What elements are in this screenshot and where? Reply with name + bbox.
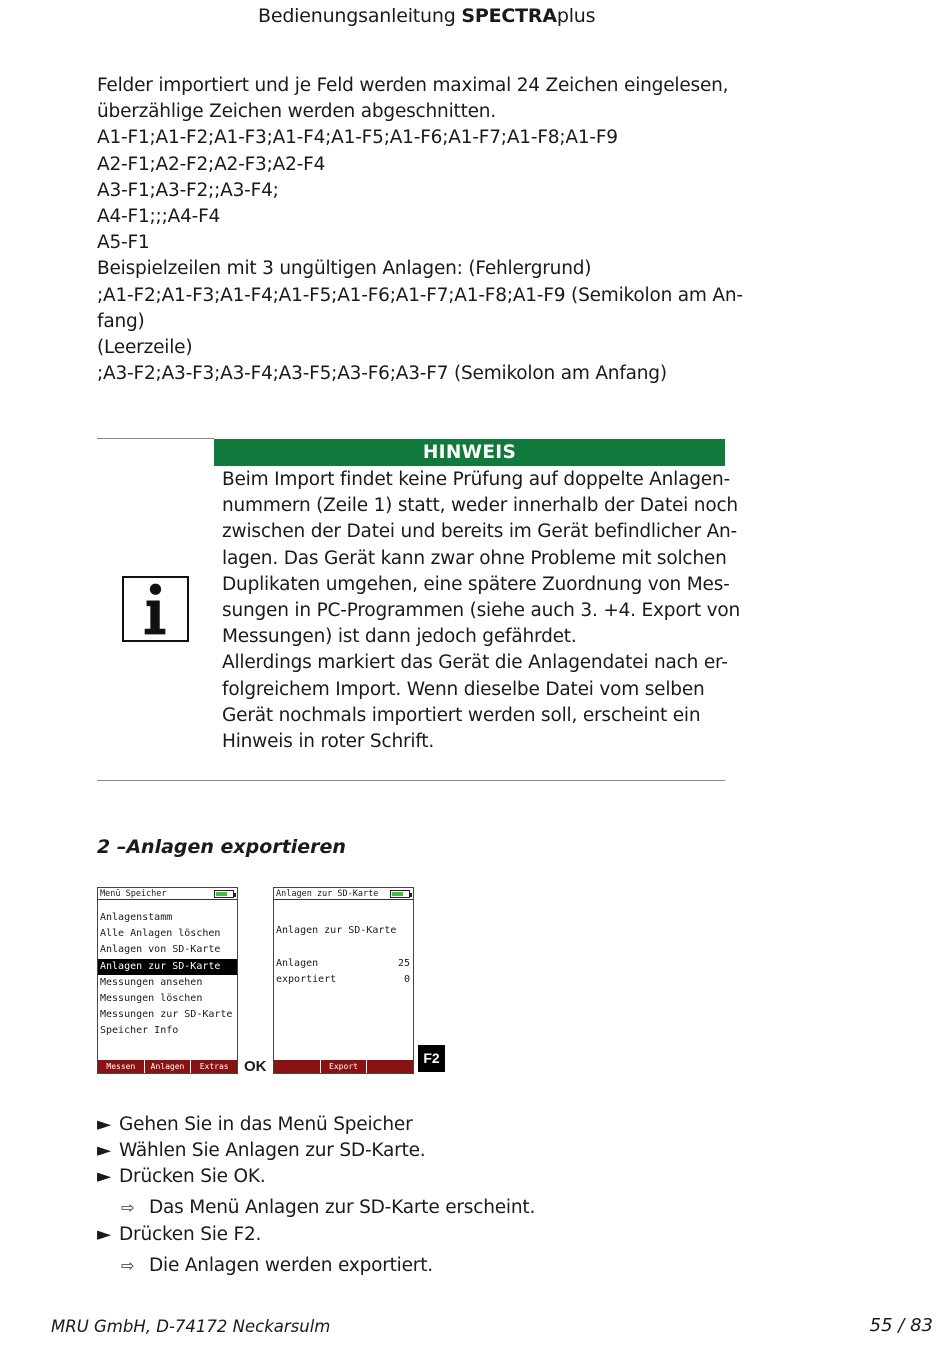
header-prefix: Bedienungsanleitung xyxy=(258,5,462,27)
screen-title: Anlagen zur SD-Karte xyxy=(276,889,379,899)
menu-item[interactable]: Alle Anlagen löschen xyxy=(100,928,221,940)
menu-list xyxy=(98,910,237,1040)
note-bottom-rule xyxy=(97,780,725,781)
exported-row xyxy=(276,974,410,985)
menu-item[interactable]: Speicher Info xyxy=(100,1025,179,1037)
softkey-bar xyxy=(274,1060,413,1084)
screen-title: Menü Speicher xyxy=(100,889,167,899)
exported-value: 0 xyxy=(403,974,410,985)
note-line: lagen. Das Gerät kann zwar ohne Probleme mit solchen xyxy=(222,547,727,569)
menu-item[interactable]: Messungen löschen xyxy=(100,992,203,1004)
exported-label: exportiert xyxy=(276,974,337,985)
result-item xyxy=(121,1255,433,1276)
result-item xyxy=(121,1197,535,1218)
page-number: 55 / 83 xyxy=(869,1315,933,1336)
step-arrow-icon: ► xyxy=(97,1166,112,1187)
count-label: Anlagen xyxy=(276,958,319,969)
note-line: Allerdings markiert das Gerät die Anlagendatei nach er- xyxy=(222,652,728,674)
count-row xyxy=(276,958,410,969)
result-text: Die Anlagen werden exportiert. xyxy=(149,1255,433,1276)
note-line: Gerät nochmals importiert werden soll, erscheint ein xyxy=(222,704,701,726)
softkey-f2[interactable]: Export CSV xyxy=(321,1060,368,1073)
note-line: folgreichem Import. Wenn dieselbe Datei vom selben xyxy=(222,678,705,700)
body-text xyxy=(97,73,743,387)
result-text: Das Menü Anlagen zur SD-Karte erscheint. xyxy=(149,1197,536,1218)
section-title: 2 –Anlagen exportieren xyxy=(97,836,346,858)
note-line: sungen in PC-Programmen (siehe auch 3. +4. Export von xyxy=(222,600,740,622)
body-line: überzählige Zeichen werden abgeschnitten. xyxy=(97,101,497,123)
step-text: Gehen Sie in das Menü Speicher xyxy=(119,1114,413,1135)
battery-icon xyxy=(214,890,234,898)
battery-icon xyxy=(390,890,410,898)
note-text xyxy=(222,467,740,755)
info-icon xyxy=(122,576,189,642)
softkey-f1[interactable]: Messen xyxy=(98,1060,145,1073)
note-line: Hinweis in roter Schrift. xyxy=(222,731,435,753)
f2-key-label: F2 xyxy=(418,1045,445,1072)
softkey-bar xyxy=(98,1060,237,1073)
body-line: A3-F1;A3-F2;;A3-F4; xyxy=(97,179,279,201)
header-brand-suffix: plus xyxy=(556,5,596,27)
header-brand: SPECTRA xyxy=(461,5,557,27)
step-item xyxy=(97,1166,266,1187)
result-arrow-icon: ⇨ xyxy=(121,1198,135,1217)
softkey-f3[interactable] xyxy=(367,1060,413,1073)
body-line: A4-F1;;;A4-F4 xyxy=(97,206,221,228)
menu-item[interactable]: Anlagenstamm xyxy=(100,912,173,923)
body-line: A5-F1 xyxy=(97,232,150,254)
ok-key-label: OK xyxy=(244,1058,267,1075)
note-line: Messungen) ist dann jedoch gefährdet. xyxy=(222,626,577,648)
body-line: ;A3-F2;A3-F3;A3-F4;A3-F5;A3-F6;A3-F7 (Semikolon am Anfang) xyxy=(97,363,667,385)
body-line: ;A1-F2;A1-F3;A1-F4;A1-F5;A1-F6;A1-F7;A1-F8;A1-F9 (Semikolon am An- xyxy=(97,284,743,306)
screen-heading: Anlagen zur SD-Karte xyxy=(276,925,397,936)
step-arrow-icon: ► xyxy=(97,1140,112,1161)
step-arrow-icon: ► xyxy=(97,1114,112,1135)
step-text: Drücken Sie OK. xyxy=(119,1166,266,1187)
note-line: Beim Import findet keine Prüfung auf doppelte Anlagen- xyxy=(222,469,730,490)
device-screen-export xyxy=(273,887,414,1084)
step-item xyxy=(97,1114,413,1135)
step-item xyxy=(97,1140,425,1161)
body-line: fang) xyxy=(97,310,145,332)
footer-company: MRU GmbH, D-74172 Neckarsulm xyxy=(51,1317,331,1336)
body-line: (Leerzeile) xyxy=(97,337,193,359)
step-item xyxy=(97,1224,261,1245)
body-line: Felder importiert und je Feld werden maximal 24 Zeichen eingelesen, xyxy=(97,75,729,96)
menu-item[interactable]: Anlagen von SD-Karte xyxy=(100,944,221,956)
result-arrow-icon: ⇨ xyxy=(121,1256,135,1275)
note-line: zwischen der Datei und bereits im Gerät befindlicher An- xyxy=(222,521,738,543)
menu-item[interactable]: Messungen zur SD-Karte xyxy=(100,1009,233,1021)
screen-titlebar xyxy=(98,888,237,900)
count-value: 25 xyxy=(397,958,410,969)
device-screen-menu xyxy=(97,887,238,1074)
note-title: HINWEIS xyxy=(214,439,725,466)
step-arrow-icon: ► xyxy=(97,1224,112,1245)
softkey-f1[interactable] xyxy=(274,1060,321,1073)
softkey-f3[interactable]: Extras xyxy=(199,1062,229,1071)
note-line: nummern (Zeile 1) statt, weder innerhalb der Datei noch xyxy=(222,495,738,517)
screen-titlebar xyxy=(274,888,413,900)
body-line: A2-F1;A2-F2;A2-F3;A2-F4 xyxy=(97,153,326,175)
step-text: Drücken Sie F2. xyxy=(119,1224,262,1245)
note-line: Duplikaten umgehen, eine spätere Zuordnung von Mes- xyxy=(222,573,730,595)
menu-item-selected[interactable]: Anlagen zur SD-Karte xyxy=(98,959,237,975)
step-text: Wählen Sie Anlagen zur SD-Karte. xyxy=(119,1140,426,1161)
menu-item[interactable]: Messungen ansehen xyxy=(100,976,203,988)
page-header xyxy=(258,5,595,27)
softkey-f2[interactable]: Anlagen xyxy=(145,1060,192,1073)
body-line: A1-F1;A1-F2;A1-F3;A1-F4;A1-F5;A1-F6;A1-F7;A1-F8;A1-F9 xyxy=(97,127,618,149)
note-top-rule xyxy=(97,438,214,439)
body-line: Beispielzeilen mit 3 ungültigen Anlagen: (Fehlergrund) xyxy=(97,258,592,280)
